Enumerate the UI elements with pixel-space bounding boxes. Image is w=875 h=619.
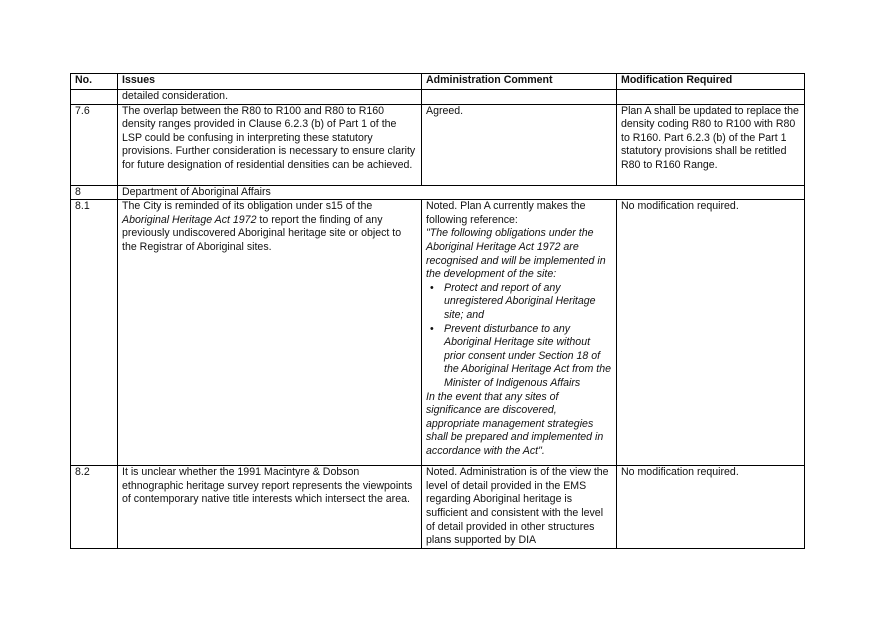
issue-text-part2: to report the finding of any previously undiscovered Aboriginal heritage site or object to the Registrar of Aboriginal sites.	[122, 213, 402, 253]
admin-comment	[422, 200, 617, 466]
header-admin-comment: Administration Comment	[422, 74, 617, 90]
table-row	[71, 104, 805, 185]
admin-comment: Agreed.	[422, 104, 617, 185]
continuation-mod	[617, 90, 805, 105]
row-number: 7.6	[71, 104, 118, 185]
list-item	[430, 281, 612, 323]
act-title: Aboriginal Heritage Act 1972	[122, 213, 257, 226]
row-number: 8.2	[71, 466, 118, 549]
issue-text	[118, 200, 422, 466]
modification-text: No modification required.	[617, 200, 805, 466]
bullet-icon: •	[430, 281, 434, 294]
admin-comment: Noted. Administration is of the view the level of detail provided in the EMS regarding Aboriginal heritage is sufficient and consistent with the level of detail provided in other structures plans supported by DIA	[422, 466, 617, 549]
header-issues: Issues	[118, 74, 422, 90]
comments-table	[70, 73, 805, 549]
bullet-text: Protect and report of any unregistered Aboriginal Heritage site; and	[444, 281, 596, 321]
continuation-text: detailed consideration.	[118, 90, 422, 105]
continuation-row	[71, 90, 805, 105]
bullet-text: Prevent disturbance to any Aboriginal Heritage site without prior consent under Section 18 of the Aboriginal Heritage Act from the Minister of Indigenous Affairs	[444, 322, 612, 389]
admin-quote: "The following obligations under the Aboriginal Heritage Act 1972 are recognised and will be implemented in the development of the site:	[426, 227, 606, 281]
table-row	[71, 466, 805, 549]
modification-text: No modification required.	[617, 466, 805, 549]
admin-intro: Noted. Plan A currently makes the following reference:	[426, 200, 586, 226]
table-row	[71, 200, 805, 466]
list-item	[430, 322, 612, 391]
continuation-no	[71, 90, 118, 105]
header-no: No.	[71, 74, 118, 90]
header-row	[71, 74, 805, 90]
issue-text: It is unclear whether the 1991 Macintyre & Dobson ethnographic heritage survey report represents the viewpoints of contemporary native title interests which intersect the area.	[118, 466, 422, 549]
row-number: 8.1	[71, 200, 118, 466]
header-modification: Modification Required	[617, 74, 805, 90]
continuation-admin	[422, 90, 617, 105]
issue-text-part1: The City is reminded of its obligation under s15 of the	[122, 200, 373, 213]
bullet-icon: •	[430, 322, 434, 335]
admin-closing: In the event that any sites of significance are discovered, appropriate management strategies shall be prepared and implemented in accordance with the Act".	[426, 390, 604, 457]
section-number: 8	[71, 185, 118, 200]
section-row	[71, 185, 805, 200]
admin-bullet-list	[426, 282, 612, 391]
modification-text: Plan A shall be updated to replace the density coding R80 to R100 with R80 to R160. Part 6.2.3 (b) of the Part 1 statutory provisions shall be retitled R80 to R160 Range.	[617, 104, 805, 185]
issue-text: The overlap between the R80 to R100 and R80 to R160 density ranges provided in Clause 6.2.3 (b) of Part 1 of the LSP could be confusing in interpreting these statutory provisions. Further consideration is necessary to ensure clarity for future designation of residential densities can be achieved.	[118, 104, 422, 185]
section-title: Department of Aboriginal Affairs	[118, 185, 805, 200]
